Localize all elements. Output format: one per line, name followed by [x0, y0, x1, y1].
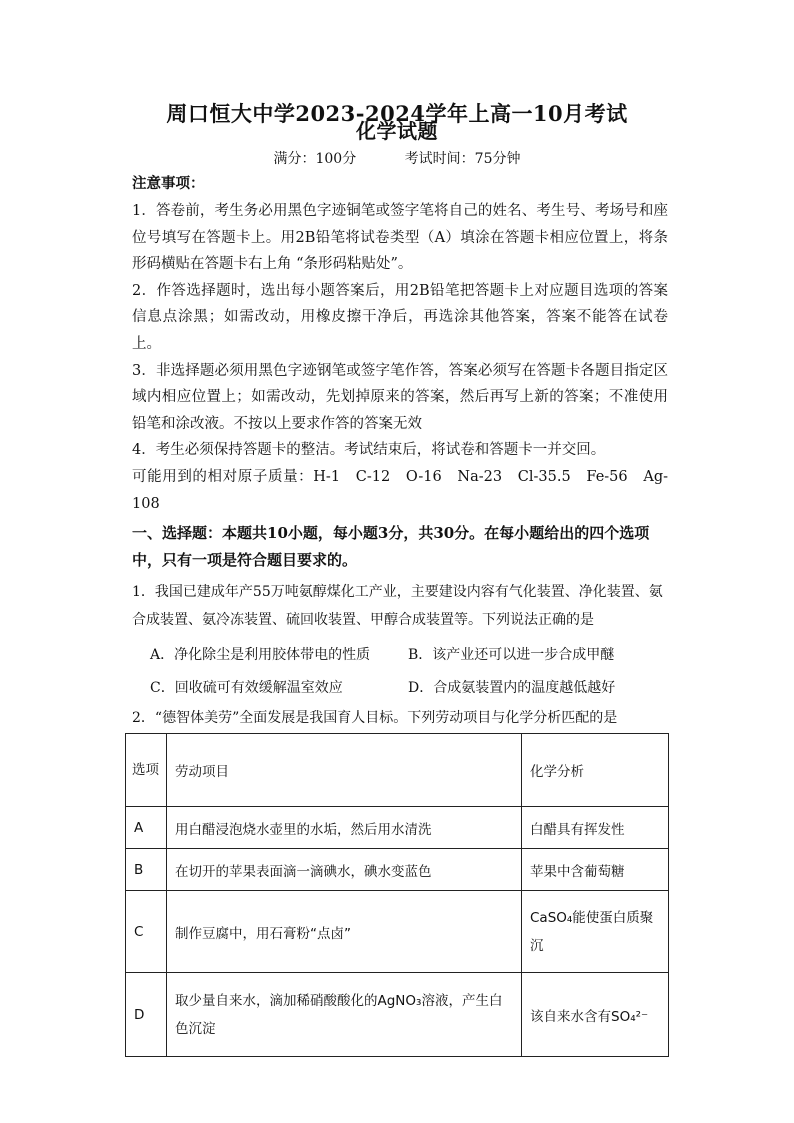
table-cell: 苹果中含葡萄糖	[522, 849, 669, 891]
table-cell: 该自来水含有SO₄²⁻	[522, 973, 669, 1057]
q1-option-a[interactable]: A．净化除尘是利用胶体带电的性质	[150, 647, 371, 663]
table-row	[126, 891, 669, 973]
section-heading: 一、选择题：本题共10小题，每小题3分，共30分。在每小题给出的四个选项中，只有一项是符合题目要求的。	[132, 524, 650, 569]
table-cell: D	[126, 973, 167, 1057]
table-row	[126, 849, 669, 891]
table-cell: 取少量自来水，滴加稀硝酸酸化的AgNO₃溶液，产生白色沉淀	[167, 973, 522, 1057]
atomic-mass-note: 可能用到的相对原子质量：H-1 C-12 O-16 Na-23 Cl-35.5 Fe-56 Ag-108	[132, 468, 668, 512]
question-1-stem: 1．我国已建成年产55万吨氨醇煤化工产业，主要建设内容有气化装置、净化装置、氨合成装置、氨冷冻装置、硫回收装置、甲醇合成装置等。下列说法正确的是	[132, 584, 663, 628]
table-row	[126, 973, 669, 1057]
notice-item-1: 1．答卷前，考生务必用黑色字迹铜笔或签字笔将自己的姓名、考生号、考场号和座位号填写在答题卡上。用2B铅笔将试卷类型（A）填涂在答题卡相应位置上，将条形码横贴在答题卡右上角 “条形码粘贴处”。	[132, 203, 668, 273]
exam-time: 考试时间：75分钟	[404, 151, 521, 167]
exam-subtitle: 化学试题	[356, 119, 438, 143]
table-header-cell: 化学分析	[522, 734, 669, 807]
notice-list	[132, 198, 668, 517]
table-cell: C	[126, 891, 167, 973]
table-cell: A	[126, 807, 167, 849]
question-2-table	[125, 733, 669, 1057]
notice-item-2: 2．作答选择题时，选出每小题答案后，用2B铅笔把答题卡上对应题目选项的答案信息点涂黑；如需改动，用橡皮擦干净后，再选涂其他答案，答案不能答在试卷上。	[132, 282, 668, 352]
table-cell: 在切开的苹果表面滴一滴碘水，碘水变蓝色	[167, 849, 522, 891]
table-header-cell: 选项	[126, 734, 167, 807]
table-cell: CaSO₄能使蛋白质聚沉	[522, 891, 669, 973]
table-cell: 用白醋浸泡烧水壶里的水垢，然后用水清洗	[167, 807, 522, 849]
table-header-cell: 劳动项目	[167, 734, 522, 807]
notice-item-3: 3．非选择题必须用黑色字迹钢笔或签字笔作答，答案必须写在答题卡各题目指定区域内相应位置上；如需改动，先划掉原来的答案，然后再写上新的答案；不准使用铅笔和涂改液。不按以上要求作答的答案无效	[132, 362, 668, 432]
full-score: 满分：100分	[273, 151, 357, 167]
table-row	[126, 807, 669, 849]
q1-option-c[interactable]: C．回收硫可有效缓解温室效应	[150, 680, 343, 696]
table-cell: 制作豆腐中，用石膏粉“点卤”	[167, 891, 522, 973]
question-2-stem: 2．“德智体美劳”全面发展是我国育人目标。下列劳动项目与化学分析匹配的是	[132, 710, 618, 726]
q1-option-b[interactable]: B．该产业还可以进一步合成甲醚	[408, 647, 615, 663]
table-header-row	[126, 734, 669, 807]
table-cell: B	[126, 849, 167, 891]
exam-title: 周口恒大中学2023-2024学年上高一10月考试	[166, 101, 628, 126]
exam-meta	[0, 148, 794, 168]
table-cell: 白醋具有挥发性	[522, 807, 669, 849]
notice-heading: 注意事项：	[132, 175, 205, 192]
notice-item-4: 4．考生必须保持答题卡的整洁。考试结束后，将试卷和答题卡一并交回。	[132, 442, 606, 459]
q1-option-d[interactable]: D．合成氨装置内的温度越低越好	[408, 680, 616, 696]
